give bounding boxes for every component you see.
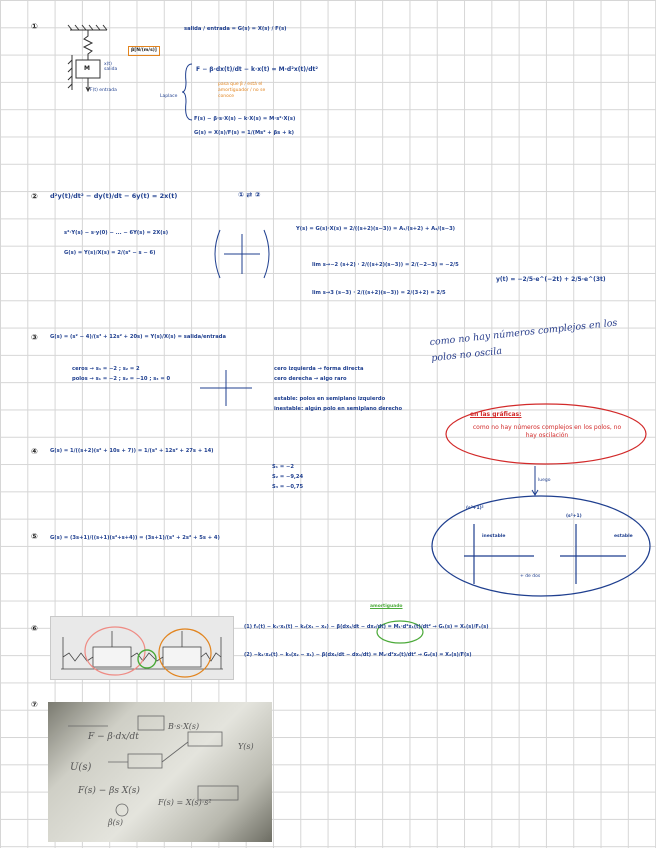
board-line-3: F(s) − βs X(s): [78, 786, 140, 796]
red-note-body: como no hay números complejos en los polos, no hay oscilación: [472, 424, 622, 439]
blue-ellipse: [430, 494, 652, 598]
blue-bottom: + de dos: [520, 574, 541, 579]
problem-number-7: ⑦: [31, 700, 38, 709]
p6-eq2: (2) −k₂·x₂(t) − k₃(x₂ − x₁) − β(dx₂/dt − dx₁/dt) = M₂·d²x₂(t)/dt² → G₂(s) = X₂(s)/F(s): [244, 652, 472, 658]
two-mass-diagram: [51, 617, 233, 679]
board-scribbles: [48, 702, 272, 842]
p3-ceros: ceros → s₁ = −2 ; s₂ = 2: [72, 366, 140, 372]
luego-label: luego: [538, 478, 551, 483]
output-label: x(t) salida: [104, 62, 118, 72]
problem-number-1: ①: [31, 22, 38, 31]
blue-estable: estable: [614, 534, 633, 539]
problem-number-3: ③: [31, 333, 38, 342]
p4-gs: G(s) = 1/((s+2)(s² + 10s + 7)) = 1/(s³ + 12s² + 27s + 14): [50, 448, 214, 454]
beta-box: β[N/(m/s)]: [128, 46, 160, 56]
whiteboard-photo: [48, 702, 272, 842]
board-line-7: β(s): [108, 818, 123, 827]
laplace-brace: [180, 62, 194, 122]
p3-rule4: inestable: algún polo en semiplano derecho: [274, 406, 403, 412]
problem-number-6: ⑥: [31, 624, 38, 633]
p2-pole-plot: [212, 226, 272, 282]
p2-arrow: ① ⇄ ②: [238, 191, 261, 199]
p3-rule2: cero derecha → algo raro: [274, 376, 347, 382]
p1-laplace-eq: F(s) − β·s·X(s) − k·X(s) = M·s²·X(s): [194, 116, 296, 122]
p3-rule1: cero izquierda → forma directa: [274, 366, 364, 372]
input-label: F(t) entrada: [90, 88, 117, 93]
problem-number-2: ②: [31, 192, 38, 201]
p1-orange-note: pasa que β / está el amortiguador / no se conoce: [218, 82, 266, 99]
p6-eq1: (1) f₁(t) − k₁·x₁(t) − k₂(x₁ − x₂) − β(dx₁/dt − dx₂/dt) = M₁·d²x₁(t)/dt² → G₁(s) = X₁(s)/F₁(s): [244, 624, 489, 630]
problem-number-4: ④: [31, 447, 38, 456]
p6-amortiguado: amortiguado: [370, 604, 403, 609]
board-line-6: F(s) = X(s)·s²: [158, 798, 212, 807]
board-line-1: U(s): [70, 762, 92, 773]
problem-number-5: ⑤: [31, 532, 38, 541]
blue-right-top: (s²+1): [566, 514, 582, 519]
blue-left-top: (s²+1)²: [466, 506, 484, 511]
p2-lim2: lim s→3 (s−3) · 2/((s+2)(s−3)) = 2/(3+2) = 2/5: [312, 290, 446, 296]
p4-r3: S₃ = −0,75: [272, 484, 304, 490]
p3-polos: polos → s₁ = −2 ; s₂ = −10 ; s₃ = 0: [72, 376, 171, 382]
board-line-2: F − β·dx/dt: [88, 732, 139, 742]
p3-gs: G(s) = (s² − 4)/(s³ + 12s² + 20s) = Y(s)/X(s) = salida/entrada: [50, 334, 226, 340]
p5-gs: G(s) = (3s+1)/((s+1)(s²+s+4)) = (3s+1)/(s³ + 2s² + 5s + 4): [50, 535, 220, 541]
p2-l2: G(s) = Y(s)/X(s) = 2/(s² − s − 6): [64, 250, 156, 256]
blue-inestable: inestable: [482, 534, 506, 539]
p2-yt: y(t) = −2/5·e^(−2t) + 2/5·e^(3t): [496, 276, 606, 283]
p1-newton-eq: F − β·dx(t)/dt − k·x(t) = M·d²x(t)/dt²: [196, 66, 319, 73]
p2-ys: Y(s) = G(s)·X(s) = 2/((s+2)(s−3)) = A₁/(s+2) + A₂/(s−3): [296, 226, 456, 232]
p3-hand-note: como no hay números complejos en los polos no oscila: [429, 317, 618, 365]
p3-pole-plot: [196, 368, 256, 408]
board-line-4: B·s·X(s): [168, 722, 200, 731]
p3-rule3: estable: polos en semiplano izquierdo: [274, 396, 386, 402]
p1-gs: G(s) = X(s)/F(s) = 1/(Ms² + βs + k): [194, 130, 295, 136]
p2-l1: s²·Y(s) − s·y(0) − ... − 6Y(s) = 2X(s): [64, 230, 169, 236]
p4-r2: S₂ = −9,24: [272, 474, 304, 480]
red-note-title: en las gráficas:: [470, 411, 522, 418]
p2-lim1: lim s→−2 (s+2) · 2/((s+2)(s−3)) = 2/(−2−3) = −2/5: [312, 262, 459, 268]
laplace-label: Laplace: [160, 94, 178, 99]
p1-transfer-def: salida / entrada = G(s) = X(s) / F(s): [184, 26, 287, 32]
p2-ode: d²y(t)/dt² − dy(t)/dt − 6y(t) = 2x(t): [50, 192, 178, 200]
board-line-5: Y(s): [238, 742, 254, 751]
mass-label: M: [84, 65, 90, 72]
p4-r1: S₁ = −2: [272, 464, 294, 470]
p6-two-mass-figure: [50, 616, 234, 680]
